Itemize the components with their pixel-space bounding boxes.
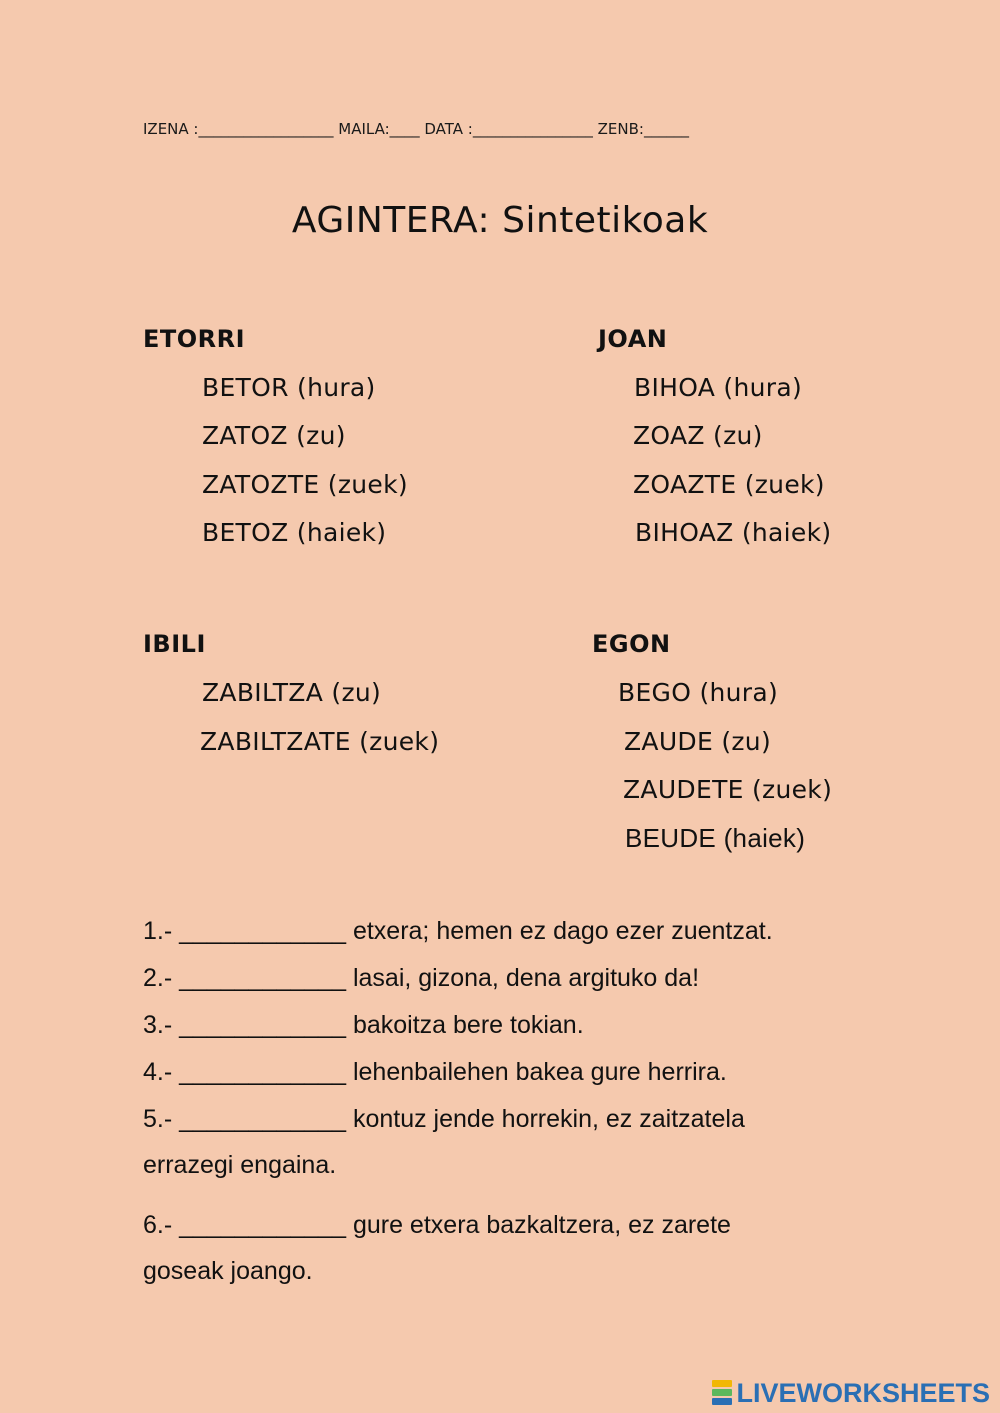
- exercise-5: [143, 1105, 745, 1134]
- form-etorri-3: ZATOZTE (zuek): [202, 470, 408, 499]
- exercise-number: 1.-: [143, 917, 173, 945]
- answer-blank[interactable]: ____________: [179, 917, 346, 945]
- exercise-number: 4.-: [143, 1058, 173, 1086]
- exercise-number: 6.-: [143, 1211, 173, 1239]
- exercise-1: [143, 917, 773, 946]
- form-joan-4: BIHOAZ (haiek): [635, 518, 832, 547]
- verb-heading-joan: JOAN: [598, 325, 668, 353]
- answer-blank[interactable]: ____________: [179, 1058, 346, 1086]
- page-title: AGINTERA: Sintetikoak: [291, 200, 709, 241]
- exercise-5-continuation: errazegi engaina.: [143, 1151, 337, 1179]
- form-ibili-1: ZABILTZA (zu): [202, 678, 382, 707]
- liveworksheets-logo[interactable]: [712, 1378, 990, 1408]
- form-etorri-4: BETOZ (haiek): [202, 518, 387, 547]
- form-etorri-2: ZATOZ (zu): [202, 421, 346, 450]
- exercise-text: lasai, gizona, dena argituko da!: [352, 964, 700, 992]
- exercise-number: 3.-: [143, 1011, 173, 1039]
- exercise-3: [143, 1011, 584, 1040]
- form-joan-2: ZOAZ (zu): [633, 421, 763, 450]
- answer-blank[interactable]: ____________: [179, 1105, 346, 1133]
- exercise-text: kontuz jende horrekin, ez zaitzatela: [352, 1105, 745, 1133]
- verb-heading-ibili: IBILI: [143, 630, 206, 658]
- answer-blank[interactable]: ____________: [179, 1011, 346, 1039]
- exercise-6: [143, 1211, 731, 1240]
- form-egon-1: BEGO (hura): [618, 678, 779, 707]
- exercise-text: gure etxera bazkaltzera, ez zarete: [352, 1211, 731, 1239]
- exercise-text: etxera; hemen ez dago ezer zuentzat.: [352, 917, 773, 945]
- form-joan-1: BIHOA (hura): [634, 373, 803, 402]
- exercise-text: bakoitza bere tokian.: [352, 1011, 584, 1039]
- exercise-number: 2.-: [143, 964, 173, 992]
- verb-heading-etorri: ETORRI: [143, 325, 246, 353]
- exercise-4: [143, 1058, 727, 1087]
- liveworksheets-mark-icon: [712, 1380, 732, 1406]
- form-egon-3: ZAUDETE (zuek): [623, 775, 833, 804]
- form-etorri-1: BETOR (hura): [202, 373, 376, 402]
- liveworksheets-wordmark: LIVEWORKSHEETS: [736, 1377, 990, 1408]
- form-ibili-2: ZABILTZATE (zuek): [200, 727, 440, 756]
- form-egon-4: BEUDE (haiek): [625, 823, 806, 853]
- exercise-number: 5.-: [143, 1105, 173, 1133]
- form-joan-3: ZOAZTE (zuek): [633, 470, 825, 499]
- answer-blank[interactable]: ____________: [179, 1211, 346, 1239]
- exercise-2: [143, 964, 699, 993]
- student-info-line: IZENA :__________________ MAILA:____ DATA :________________ ZENB:______: [143, 120, 689, 138]
- verb-heading-egon: EGON: [592, 630, 671, 658]
- answer-blank[interactable]: ____________: [179, 964, 346, 992]
- exercise-text: lehenbailehen bakea gure herrira.: [352, 1058, 727, 1086]
- exercise-6-continuation: goseak joango.: [143, 1257, 313, 1285]
- form-egon-2: ZAUDE (zu): [624, 727, 771, 756]
